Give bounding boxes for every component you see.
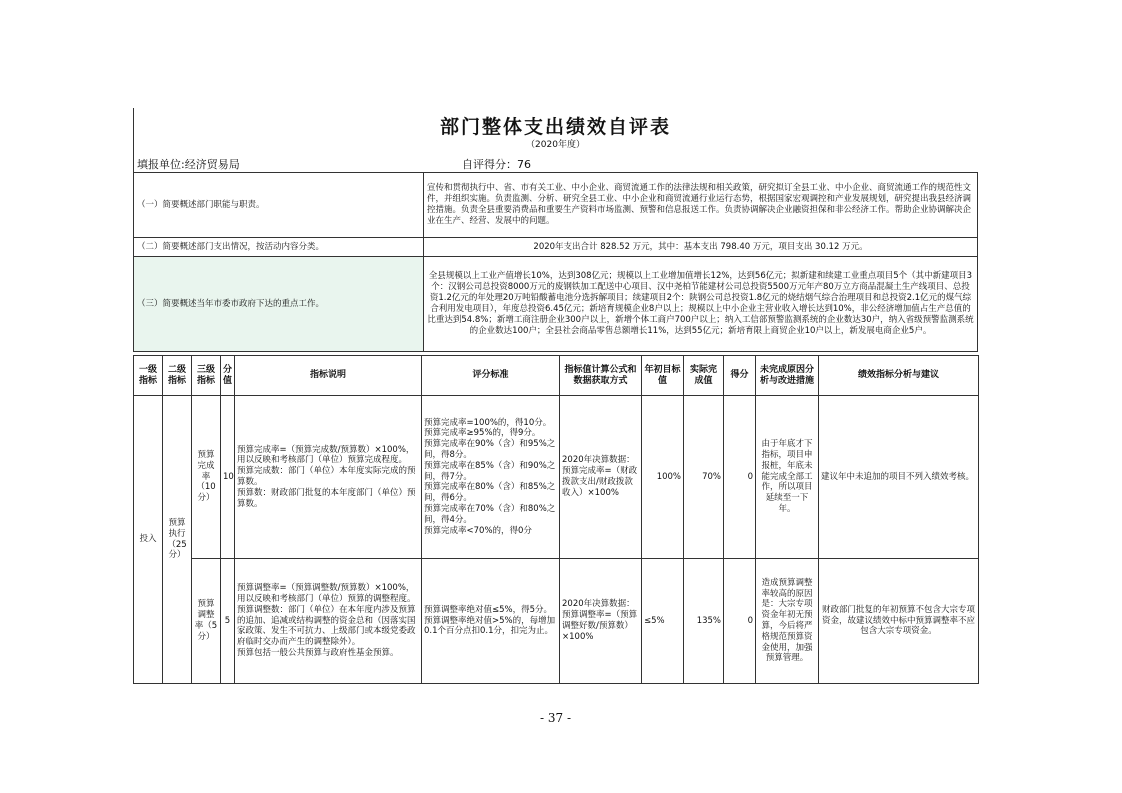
- overview-row-key-work: [134, 257, 978, 352]
- formula-cell: 2020年决算数据：预算完成率=（财政拨款支出/财政拨款收入）×100%: [560, 396, 642, 559]
- header-score: 分值: [221, 356, 235, 396]
- level2-cell: 预算执行（25分）: [163, 396, 192, 684]
- score-cell: 10: [221, 396, 235, 559]
- header-level1: 一级指标: [134, 356, 163, 396]
- level1-cell: 投入: [134, 396, 163, 684]
- reporting-unit: 填报单位:经济贸易局: [137, 158, 240, 171]
- page-title: 部门整体支出绩效自评表: [439, 116, 671, 138]
- standard-cell: 预算调整率绝对值≤5%，得5分。 预算调整率绝对值>5%的，每增加0.1个百分点扣0.1分，扣完为止。: [422, 559, 560, 684]
- overview-table: [133, 172, 978, 352]
- description-cell: 预算完成率=（预算完成数/预算数）×100%，用以反映和考核部门（单位）预算完成程度。 预算完成数：部门（单位）本年度实际完成的预算数。 预算数：财政部门批复的本年度部门（单位）预算数。: [235, 396, 422, 559]
- overview-label: （三）简要概述当年市委市政府下达的重点工作。: [134, 257, 424, 352]
- header-advice: 绩效指标分析与建议: [819, 356, 979, 396]
- overview-content: 全县规模以上工业产值增长10%，达到308亿元；规模以上工业增加值增长12%，达到56亿元；拟新建和续建工业重点项目5个（其中新建项目3个：汉钢公司总投资8000万元的废钢铁加工配送中心项目、汉中尧柏节能建材公司总投资5500万元年产80万立方商品混凝土生产线项目、总投资1.2亿元的年处理20万吨铅酸蓄电池分选拆解项目；续建项目2个：陕钢公司总投资1.8亿元的烧结烟气综合治理项目和总投资2.1亿元的煤气综合利用发电项目），年度总投资6.45亿元；新培育规模企业8户以上；规模以上中小企业主营业收入增长达到10%，非公经济增加值占生产总值的比重达到54.8%；新增工商注册企业300户以上，新增个体工商户700户以上；纳入工信部预警监测系统的企业数达30户，纳入省级预警监测系统的企业数达100户；全县社会商品零售总额增长11%，达到55亿元；新培育限上商贸企业10户以上，新发展电商企业5户。: [424, 257, 978, 352]
- header-level2: 二级指标: [163, 356, 192, 396]
- reason-cell: 造成预算调整率较高的原因是：大宗专项资金年初无预算，今后将严格规范预算资金使用，加强预算管理。: [756, 559, 819, 684]
- indicator-table: [133, 355, 979, 684]
- description-cell: 预算调整率=（预算调整数/预算数）×100%，用以反映和考核部门（单位）预算的调整程度。 预算调整数：部门（单位）在本年度内涉及预算的追加、追减或结构调整的资金总和（因落实国家政策、发生不可抗力、上级部门或本级党委政府临时交办而产生的调整除外）。 预算包括一般公共预算与政府性基金预算。: [235, 559, 422, 684]
- table-row: [134, 396, 979, 559]
- overview-row-spending: [134, 238, 978, 257]
- target-cell: ≤5%: [642, 559, 684, 684]
- overview-label: （二）简要概述部门支出情况，按活动内容分类。: [134, 238, 424, 257]
- header-target: 年初目标值: [642, 356, 684, 396]
- page-subtitle: （2020年度）: [526, 140, 585, 150]
- table-row: [134, 559, 979, 684]
- header-reason: 未完成原因分析与改进措施: [756, 356, 819, 396]
- overview-content: 宣传和贯彻执行中、省、市有关工业、中小企业、商贸流通工作的法律法规和相关政策，研究拟订全县工业、中小企业、商贸流通工作的规范性文件，并组织实施。负责监测、分析、研究全县工业、中小企业和商贸流通行业运行态势，根据国家宏观调控和产业发展规划，研究提出我县经济调控措施。负责全县重要消费品和重要生产资料市场监测、预警和信息报送工作。负责协调解决企业融资担保和非公经济工作。帮助企业协调解决企业在生产、经营、发展中的问题。: [424, 173, 978, 238]
- overview-row-functions: [134, 173, 978, 238]
- actual-cell: 135%: [684, 559, 724, 684]
- got-cell: 0: [724, 396, 756, 559]
- header-standard: 评分标准: [422, 356, 560, 396]
- formula-cell: 2020年决算数据：预算调整率=（预算调整好数/预算数）×100%: [560, 559, 642, 684]
- overview-content: 2020年支出合计 828.52 万元，其中：基本支出 798.40 万元，项目支出 30.12 万元。: [424, 238, 978, 257]
- overview-label: （一）简要概述部门职能与职责。: [134, 173, 424, 238]
- reason-cell: 由于年底才下指标，项目申报桩，年底未能完成全部工作，所以项目延续至一下年。: [756, 396, 819, 559]
- standard-cell: 预算完成率=100%的，得10分。 预算完成率≥95%的，得9分。 预算完成率在90%（含）和95%之间，得8分。 预算完成率在85%（含）和90%之间，得7分。 预算完成率在80%（含）和85%之间，得6分。 预算完成率在70%（含）和80%之间，得4分。 预算完成率<70%的，得0分: [422, 396, 560, 559]
- actual-cell: 70%: [684, 396, 724, 559]
- advice-cell: 财政部门批复的年初预算不包含大宗专项资金，故建议绩效中标中预算调整率不应包含大宗专项资金。: [819, 559, 979, 684]
- header-formula: 指标值计算公式和数据获取方式: [560, 356, 642, 396]
- table-header-row: [134, 356, 979, 396]
- self-score: 自评得分：76: [462, 158, 531, 171]
- score-cell: 5: [221, 559, 235, 684]
- header-level3: 三级指标: [192, 356, 221, 396]
- header-got: 得分: [724, 356, 756, 396]
- page-number: - 37 -: [539, 711, 571, 725]
- header-description: 指标说明: [235, 356, 422, 396]
- level3-cell: 预算调整率（5分）: [192, 559, 221, 684]
- advice-cell: 建议年中未追加的项目不列入绩效考核。: [819, 396, 979, 559]
- level3-cell: 预算完成率（10分）: [192, 396, 221, 559]
- target-cell: 100%: [642, 396, 684, 559]
- header-actual: 实际完成值: [684, 356, 724, 396]
- got-cell: 0: [724, 559, 756, 684]
